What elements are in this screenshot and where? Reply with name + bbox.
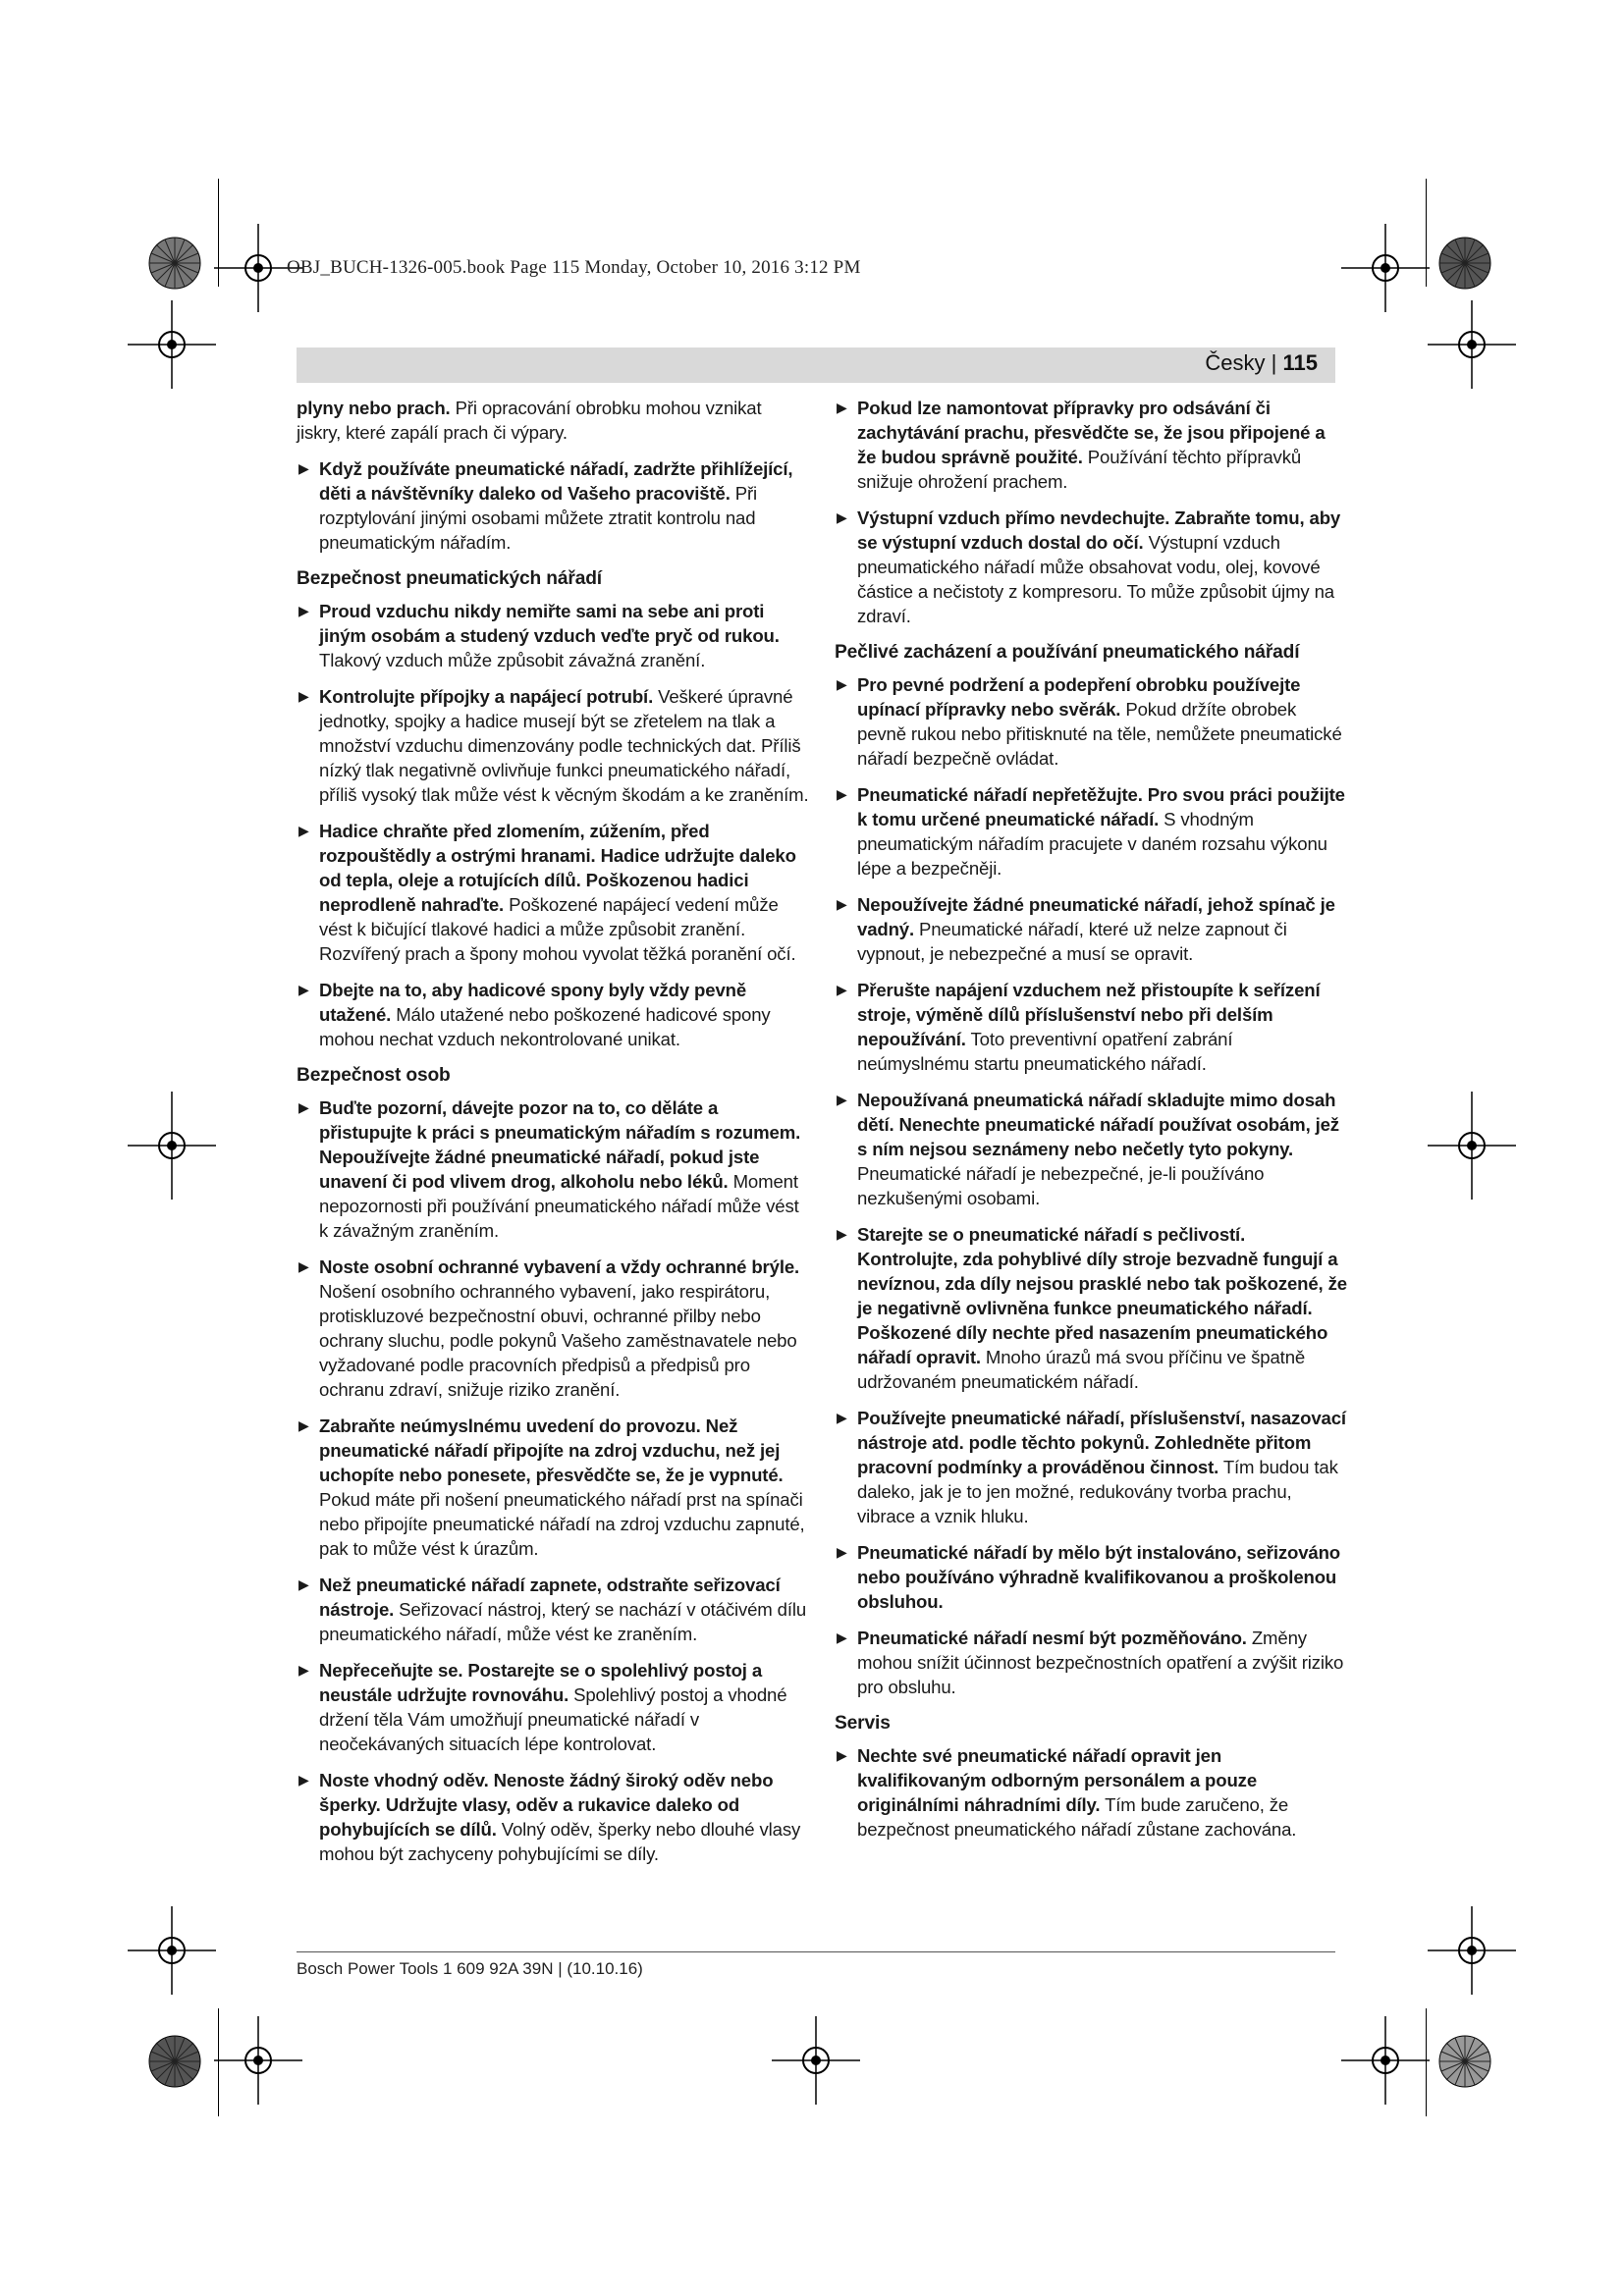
section-heading: Bezpečnost osob — [297, 1065, 451, 1086]
triangle-right-icon: ▶ — [837, 509, 847, 525]
registration-mark-middle-right — [1428, 1092, 1516, 1200]
list-item: ▶ Hadice chraňte před zlomením, zúžením, před rozpouštědly a ostrými hranami. Hadice udržujte daleko od tepla, oleje a rotujících dílů. Poškozenou hadici neprodleně nahraďte. Poškozené napájecí vedení může vést k bičující tlakové hadici a může způsobit zranění. Rozvířený prach a špony mohou vyvolat těžká poranění očí. — [298, 821, 796, 964]
header-band — [297, 347, 1335, 383]
list-item: ▶ Zabraňte neúmyslnému uvedení do provozu. Než pneumatické nářadí připojíte na zdroj vzduchu, než jej uchopíte nebo ponesete, přesvědčte se, že je vypnuté. Pokud máte při nošení pneumatického nářadí prst na spínači nebo připojíte pneumatické nářadí na zdroj vzduchu zapnuté, pak to může vést k úrazům. — [298, 1415, 805, 1559]
crop-line-top-left — [218, 179, 219, 287]
list-item: ▶ Pneumatické nářadí nesmí být pozměňováno. Změny mohou snížit účinnost bezpečnostních opatření a zvýšit riziko pro obsluhu. — [837, 1628, 1344, 1697]
triangle-right-icon: ▶ — [298, 1662, 309, 1678]
triangle-right-icon: ▶ — [298, 1417, 309, 1433]
list-item: ▶ Když používáte pneumatické nářadí, zadržte přihlížející, děti a návštěvníky daleko od Vašeho pracoviště. Při rozptylování jinými osobami můžete ztratit kontrolu nad pneumatickým nářadím. — [298, 458, 793, 553]
intro-paragraph: plyny nebo prach. Při opracování obrobku mohou vznikat jiskry, které zapálí prach či výpary. — [297, 398, 762, 443]
triangle-right-icon: ▶ — [298, 1576, 309, 1592]
list-item: ▶ Pneumatické nářadí by mělo být instalováno, seřizováno nebo používáno výhradně kvalifikovanou a proškolenou obsluhou. — [837, 1542, 1341, 1612]
triangle-right-icon: ▶ — [298, 688, 309, 704]
list-item: ▶ Noste vhodný oděv. Nenoste žádný široký oděv nebo šperky. Udržujte vlasy, oděv a rukavice daleko od pohybujících se dílů. Volný oděv, šperky nebo dlouhé vlasy mohou být zachyceny pohybujícími se díly. — [298, 1770, 801, 1864]
list-item: ▶ Pro pevné podržení a podepření obrobku používejte upínací přípravky nebo svěrák. Pokud držíte obrobek pevně rukou nebo přitisknuté na těle, nemůžete pneumatické nářadí bezpečně ovládat. — [837, 674, 1342, 769]
list-item: ▶ Pneumatické nářadí nepřetěžujte. Pro svou práci použijte k tomu určené pneumatické nářadí. S vhodným pneumatickým nářadím pracujete v daném rozsahu výkonu lépe a bezpečněji. — [837, 784, 1345, 879]
list-item: ▶ Kontrolujte přípojky a napájecí potrubí. Veškeré úpravné jednotky, spojky a hadice musejí být se zřetelem na tlak a množství vzduchu dimenzovány podle technických dat. Příliš nízký tlak negativně ovlivňuje funkci pneumatického nářadí, příliš vysoký tlak může vést k věcným škodám a ke zraněním. — [298, 686, 809, 805]
color-calibration-wheel-icon — [1437, 2034, 1492, 2089]
registration-mark-lower-right-edge — [1428, 1906, 1516, 1995]
list-item: ▶ Pokud lze namontovat přípravky pro odsávání či zachytávání prachu, přesvědčte se, že jsou připojené a že budou správně použité. Používání těchto přípravků snižuje ohrožení prachem. — [837, 398, 1326, 492]
list-item: ▶ Nepoužívaná pneumatická nářadí skladujte mimo dosah dětí. Nenechte pneumatické nářadí používat osobám, jež s ním nejsou seznámeny nebo nečetly tyto pokyny. Pneumatické nářadí je nebezpečné, je-li používáno nezkušenými osobami. — [837, 1090, 1339, 1208]
list-item: ▶ Proud vzduchu nikdy nemiřte sami na sebe ani proti jiným osobám a studený vzduch veďte pryč od rukou. Tlakový vzduch může způsobit závažná zranění. — [298, 601, 780, 670]
triangle-right-icon: ▶ — [837, 1747, 847, 1763]
color-calibration-wheel-icon — [147, 236, 202, 291]
triangle-right-icon: ▶ — [837, 676, 847, 692]
registration-mark-lower-left-edge — [128, 1906, 216, 1995]
footer-text: Bosch Power Tools 1 609 92A 39N | (10.10.16) — [297, 1959, 643, 1978]
crop-line-top-right — [1426, 179, 1427, 287]
triangle-right-icon: ▶ — [298, 1099, 309, 1115]
list-item: ▶ Výstupní vzduch přímo nevdechujte. Zabraňte tomu, aby se výstupní vzduch dostal do očí. Výstupní vzduch pneumatického nářadí může obsahovat vodu, olej, kovové částice a nečistoty z kompresoru. To může způsobit újmy na zdraví. — [837, 507, 1341, 626]
triangle-right-icon: ▶ — [298, 603, 309, 618]
list-item: ▶ Přerušte napájení vzduchem než přistoupíte k seřízení stroje, výměně dílů příslušenství nebo při delším nepoužívání. Toto preventivní opatření zabrání neúmyslnému startu pneumatického nářadí. — [837, 980, 1321, 1074]
page-separator: | — [1265, 350, 1283, 375]
registration-mark-bottom-center — [772, 2016, 860, 2105]
list-item: ▶ Nepřeceňujte se. Postarejte se o spolehlivý postoj a neustále udržujte rovnováhu. Spolehlivý postoj a vhodné držení těla Vám umožňují pneumatické nářadí v neočekávaných situacích lépe kontrolovat. — [298, 1660, 787, 1754]
page-number: 115 — [1282, 350, 1318, 375]
triangle-right-icon: ▶ — [837, 400, 847, 415]
registration-mark-upper-right-edge — [1428, 300, 1516, 389]
triangle-right-icon: ▶ — [298, 460, 309, 476]
registration-mark-top-right — [1341, 224, 1430, 312]
page-label — [1205, 350, 1318, 376]
triangle-right-icon: ▶ — [837, 1092, 847, 1107]
registration-mark-upper-left-edge — [128, 300, 216, 389]
registration-mark-middle-left — [128, 1092, 216, 1200]
print-job-header: OBJ_BUCH-1326-005.book Page 115 Monday, October 10, 2016 3:12 PM — [287, 257, 861, 278]
triangle-right-icon: ▶ — [298, 823, 309, 838]
triangle-right-icon: ▶ — [837, 1544, 847, 1560]
triangle-right-icon: ▶ — [837, 896, 847, 912]
section-heading: Pečlivé zacházení a používání pneumatického nářadí — [835, 642, 1300, 663]
triangle-right-icon: ▶ — [837, 1226, 847, 1242]
list-item: ▶ Dbejte na to, aby hadicové spony byly vždy pevně utažené. Málo utažené nebo poškozené hadicové spony mohou nechat vzduch nekontrolované unikat. — [298, 980, 771, 1049]
registration-mark-bottom-right — [1341, 2016, 1430, 2105]
list-item: ▶ Nepoužívejte žádné pneumatické nářadí, jehož spínač je vadný. Pneumatické nářadí, které už nelze zapnout či vypnout, je nebezpečné a musí se opravit. — [837, 894, 1335, 964]
color-calibration-wheel-icon — [1437, 236, 1492, 291]
triangle-right-icon: ▶ — [837, 982, 847, 997]
crop-line-bottom-left — [218, 2008, 219, 2116]
crop-line-bottom-right — [1426, 2008, 1427, 2116]
list-item: ▶ Než pneumatické nářadí zapnete, odstraňte seřizovací nástroje. Seřizovací nástroj, který se nachází v otáčivém dílu pneumatického nářadí, může vést ke zraněním. — [298, 1575, 807, 1644]
right-column — [835, 396, 1347, 1853]
section-heading: Bezpečnost pneumatických nářadí — [297, 568, 602, 589]
color-calibration-wheel-icon — [147, 2034, 202, 2089]
triangle-right-icon: ▶ — [837, 786, 847, 802]
triangle-right-icon: ▶ — [837, 1410, 847, 1425]
list-item: ▶ Používejte pneumatické nářadí, příslušenství, nasazovací nástroje atd. podle těchto pokynů. Zohledněte přitom pracovní podmínky a prováděnou činnost. Tím budou tak daleko, jak je to jen možné, redukovány tvorba prachu, vibrace a vznik hluku. — [837, 1408, 1346, 1526]
triangle-right-icon: ▶ — [837, 1629, 847, 1645]
triangle-right-icon: ▶ — [298, 1258, 309, 1274]
list-item: ▶ Noste osobní ochranné vybavení a vždy ochranné brýle. Nošení osobního ochranného vybavení, jako respirátoru, protiskluzové bezpečnostní obuvi, ochranné přilby nebo ochrany sluchu, podle pokynů Vašeho zaměstnavatele nebo vyžadované podle pracovních předpisů a předpisů pro ochranu zdraví, snižuje riziko zranění. — [298, 1256, 800, 1400]
triangle-right-icon: ▶ — [298, 1772, 309, 1788]
section-heading: Servis — [835, 1713, 891, 1734]
triangle-right-icon: ▶ — [298, 982, 309, 997]
footer-rule — [297, 1951, 1335, 1952]
left-column — [297, 396, 809, 1878]
list-item: ▶ Buďte pozorní, dávejte pozor na to, co děláte a přistupujte k práci s pneumatickým nářadím s rozumem. Nepoužívejte žádné pneumatické nářadí, pokud jste unavení či pod vlivem drog, alkoholu nebo léků. Moment nepozornosti při používání pneumatického nářadí může vést k závažným zraněním. — [298, 1097, 801, 1241]
registration-mark-bottom-left — [214, 2016, 302, 2105]
language-label: Česky — [1205, 350, 1266, 375]
list-item: ▶ Starejte se o pneumatické nářadí s pečlivostí. Kontrolujte, zda pohyblivé díly stroje bezvadně fungují a nevíznou, zda díly nejsou prasklé nebo tak poškozené, že je negativně ovlivněna funkce pneumatického nářadí. Poškozené díly nechte před nasazením pneumatického nářadí opravit. Mnoho úrazů má svou příčinu ve špatně udržovaném pneumatickém nářadí. — [837, 1224, 1347, 1392]
list-item: ▶ Nechte své pneumatické nářadí opravit jen kvalifikovaným odborným personálem a pouze originálními náhradními díly. Tím bude zaručeno, že bezpečnost pneumatického nářadí zůstane zachována. — [837, 1745, 1297, 1840]
